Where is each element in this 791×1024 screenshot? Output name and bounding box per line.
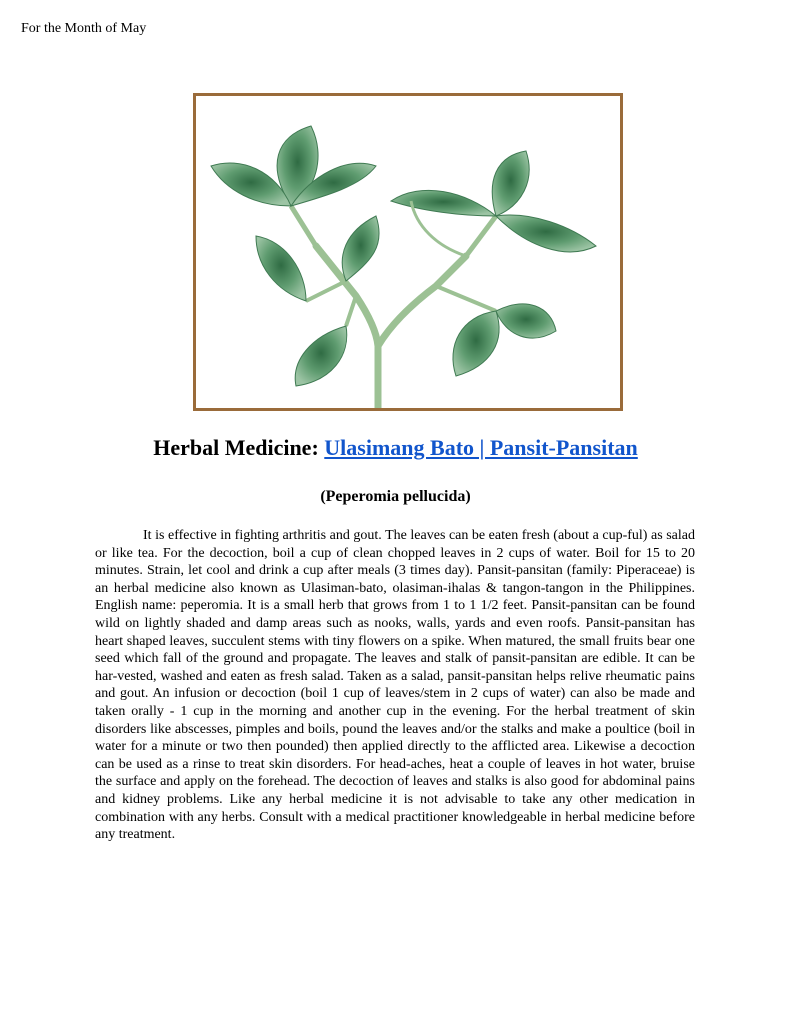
plant-illustration xyxy=(196,96,620,408)
header-note: For the Month of May xyxy=(21,21,147,36)
scientific-name: (Peperomia pellucida) xyxy=(320,488,471,505)
title-prefix: Herbal Medicine: xyxy=(153,435,325,460)
body-paragraph: It is effective in fighting arthritis and gout. The leaves can be eaten fresh (about a cup-ful) as salad or like tea. For the decoction, boil a cup of clean chopped leaves in 2 cups of water. Boil for 15 to 20 minutes. Strain, let cool and drink a cup after meals (3 times day). Pansit-pansitan (family: Piperaceae) is an herbal medicine also known as Ulasiman-bato, olasiman-ihalas & tangon-tangon in the Philippines. English name: peperomia. It is a small herb that grows from 1 to 1 1/2 feet. Pansit-pansitan can be found wild on lightly shaded and damp areas such as nooks, walls, yards and even roofs. Pansit-pansitan has heart shaped leaves, succulent stems with tiny flowers on a spike. When matured, the small fruits bear one seed which fall of the ground and propagate. The leaves and stalk of pansit-pansitan are edible. It can be har-vested, washed and eaten as fresh salad. Taken as a salad, pansit-pansitan helps relive rheumatic pains and gout. An infusion or decoction (boil 1 cup of leaves/stem in 2 cups of water) can also be made and taken orally - 1 cup in the morning and another cup in the evening. For the herbal treatment of skin disorders like abscesses, pimples and boils, pound the leaves and/or the stalks and make a poultice (boil in water for a minute or two then pounded) then applied directly to the afflicted area. Likewise a decoction can be used as a rinse to treat skin disorders. For head-aches, heat a couple of leaves in hot water, bruise the surface and apply on the forehead. The decoction of leaves and stalks is also good for abdominal pains and kidney problems. Like any herbal medicine it is not advisable to take any other medication in combination with any herbs. Consult with a medical practitioner knowledgeable in herbal medicine before any treatment. xyxy=(95,528,695,843)
page-title xyxy=(0,433,791,463)
plant-photo xyxy=(193,93,623,411)
title-link[interactable]: Ulasimang Bato | Pansit-Pansitan xyxy=(324,435,638,460)
